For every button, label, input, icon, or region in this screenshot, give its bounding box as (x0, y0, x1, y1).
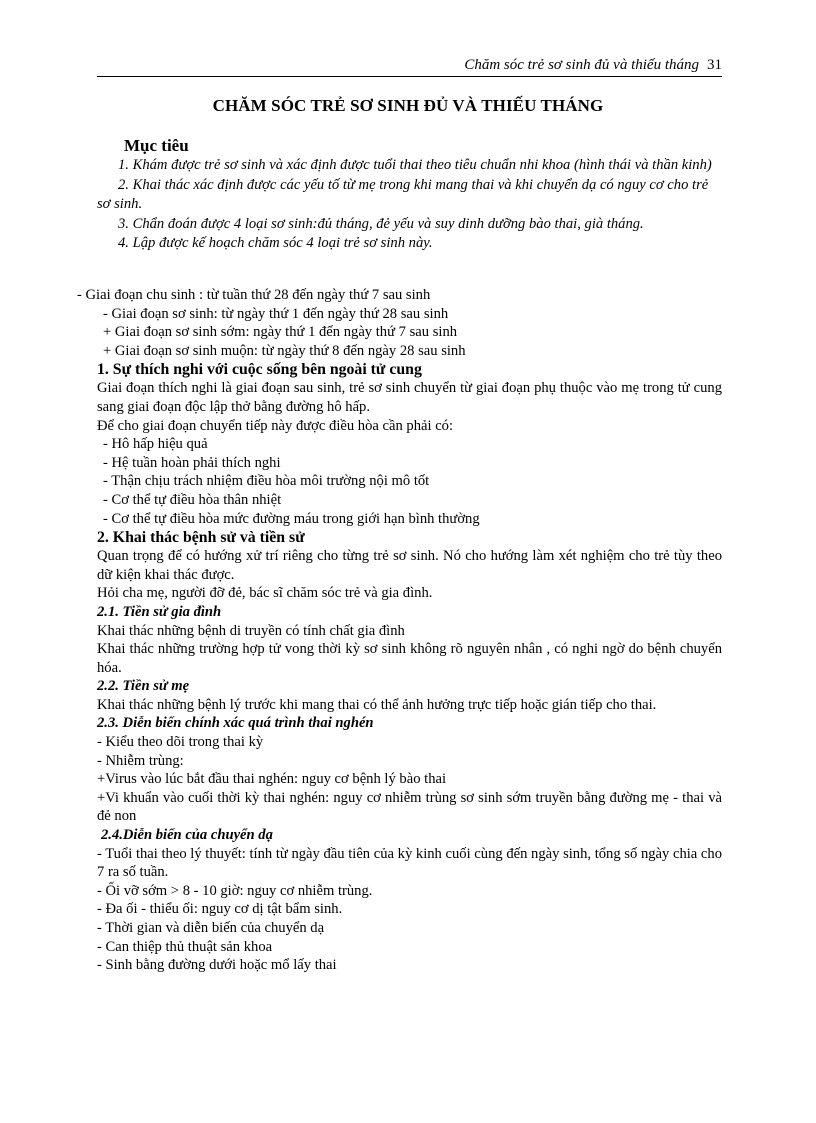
bullet-item: - Thận chịu trách nhiệm điều hòa môi trường nội mô tốt (103, 473, 430, 490)
subsection-heading: 2.3. Diễn biến chính xác quá trình thai nghén (97, 715, 374, 732)
objectives-list (97, 156, 722, 254)
running-title: Chăm sóc trẻ sơ sinh đủ và thiếu tháng (464, 57, 699, 73)
period-line: - Giai đoạn sơ sinh: từ ngày thứ 1 đến ngày thứ 28 sau sinh (103, 305, 449, 322)
paragraph: Để cho giai đoạn chuyển tiếp này được điều hòa cần phải có: (97, 417, 454, 434)
bullet-item: - Cơ thể tự điều hòa thân nhiệt (103, 491, 282, 508)
paragraph: Khai thác những trường hợp tử vong thời kỳ sơ sinh không rõ nguyên nhân , có nghi ngờ do bệnh chuyển hóa. (97, 641, 722, 676)
paragraph: Khai thác những bệnh lý trước khi mang thai có thể ảnh hưởng trực tiếp hoặc gián tiếp cho thai. (97, 696, 657, 713)
objective-item: 1. Khám được trẻ sơ sinh và xác định được tuổi thai theo tiêu chuẩn nhi khoa (hình thái và thần kinh) (118, 157, 712, 173)
paragraph: Quan trọng để có hướng xử trí riêng cho từng trẻ sơ sinh. Nó cho hướng làm xét nghiệm cho trẻ tùy theo dữ kiện khai thác được. (97, 548, 722, 583)
list-line: - Ối vỡ sớm > 8 - 10 giờ: nguy cơ nhiễm trùng. (97, 882, 373, 899)
list-line: - Kiểu theo dõi trong thai kỳ (97, 734, 264, 751)
list-line: - Can thiệp thủ thuật sản khoa (97, 938, 273, 955)
list-line: - Tuổi thai theo lý thuyết: tính từ ngày đầu tiên của kỳ kinh cuối cùng đến ngày sinh, tổng số ngày chia cho 7 ra số tuần. (97, 845, 722, 881)
subsection-heading: 2.1. Tiền sử gia đình (97, 603, 222, 620)
bullet-item: - Hệ tuần hoàn phải thích nghi (103, 454, 281, 471)
period-line: + Giai đoạn sơ sinh muộn: từ ngày thứ 8 đến ngày 28 sau sinh (103, 342, 466, 359)
objectives-heading: Mục tiêu (124, 136, 189, 155)
list-line: - Thời gian và diễn biến của chuyển dạ (97, 920, 325, 936)
section-2-heading: 2. Khai thác bệnh sử và tiền sử (97, 529, 305, 547)
period-line: + Giai đoạn sơ sinh sớm: ngày thứ 1 đến ngày thứ 7 sau sinh (103, 324, 458, 341)
list-line: - Sinh bằng đường dưới hoặc mổ lấy thai (97, 957, 337, 974)
paragraph: Giai đoạn thích nghi là giai đoạn sau sinh, trẻ sơ sinh chuyển từ giai đoạn phụ thuộc vào mẹ trong tử cung sang giai đoạn độc lập thở bằng đường hô hấp. (97, 380, 722, 415)
bullet-item: - Cơ thể tự điều hòa mức đường máu trong giới hạn bình thường (103, 510, 480, 527)
period-line: - Giai đoạn chu sinh : từ tuần thứ 28 đến ngày thứ 7 sau sinh (77, 287, 431, 303)
objective-item: 4. Lập được kế hoạch chăm sóc 4 loại trẻ sơ sinh này. (118, 235, 433, 251)
running-header (97, 56, 722, 77)
list-line: +Virus vào lúc bắt đầu thai nghén: nguy cơ bệnh lý bào thai (97, 771, 447, 788)
subsection-heading: 2.4.Diễn biến của chuyển dạ (101, 827, 273, 844)
list-line: +Vi khuẩn vào cuối thời kỳ thai nghén: nguy cơ nhiễm trùng sơ sinh sớm truyền bằng đường mẹ - thai và đẻ non (97, 789, 722, 825)
page-title: CHĂM SÓC TRẺ SƠ SINH ĐỦ VÀ THIẾU THÁNG (212, 96, 604, 115)
paragraph: Khai thác những bệnh di truyền có tính chất gia đình (97, 622, 405, 639)
page-number: 31 (707, 57, 722, 73)
section-1-heading: 1. Sự thích nghi với cuộc sống bên ngoài tử cung (97, 361, 422, 379)
document-body (77, 286, 722, 975)
list-line: - Đa ối - thiểu ối: nguy cơ dị tật bẩm sinh. (97, 901, 343, 918)
objective-item: 2. Khai thác xác định được các yếu tố từ mẹ trong khi mang thai và khi chuyển dạ có nguy cơ cho trẻ sơ sinh. (97, 176, 709, 212)
paragraph: Hỏi cha mẹ, người đỡ đẻ, bác sĩ chăm sóc trẻ và gia đình. (97, 585, 433, 602)
list-line: - Nhiễm trùng: (97, 752, 184, 769)
subsection-heading: 2.2. Tiền sử mẹ (97, 678, 190, 695)
objective-item: 3. Chẩn đoán được 4 loại sơ sinh:đủ tháng, đẻ yếu và suy dinh dưỡng bào thai, già tháng. (118, 215, 644, 232)
bullet-item: - Hô hấp hiệu quả (103, 436, 208, 453)
